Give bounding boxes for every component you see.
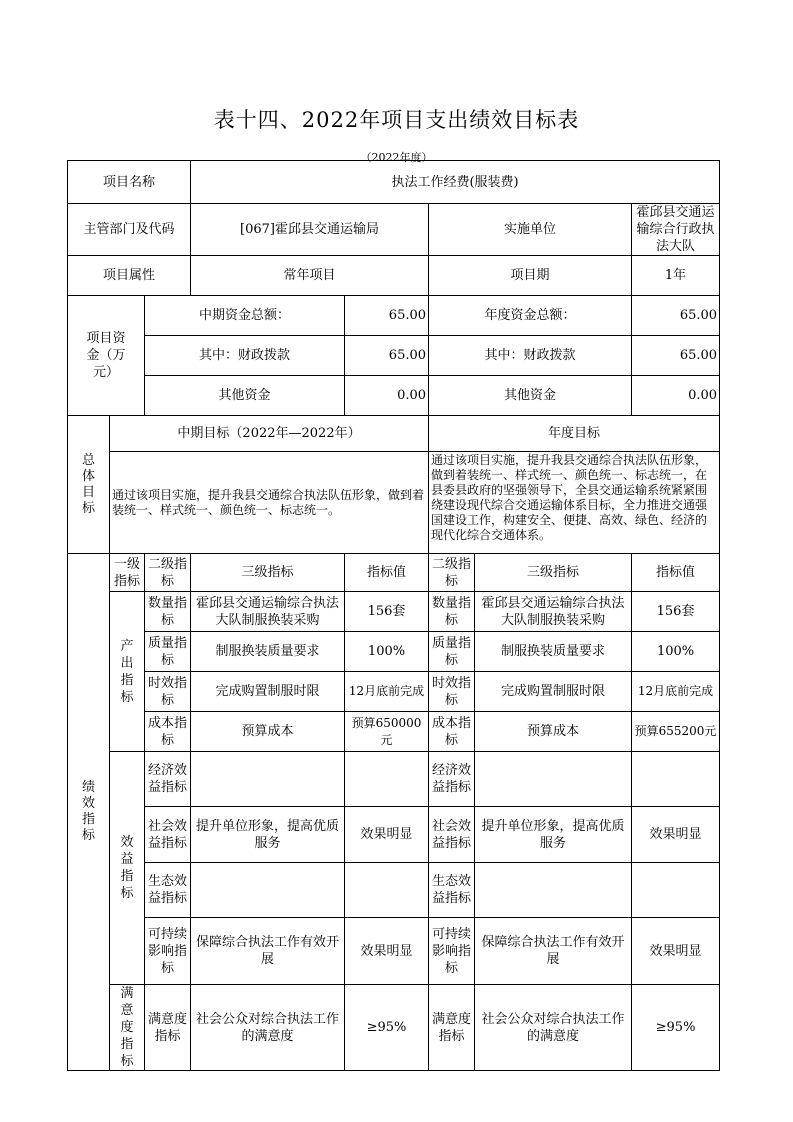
table-row-l3: 提升单位形象，提高优质服务 <box>475 807 632 863</box>
table-row-l3: 完成购置制服时限 <box>191 672 345 712</box>
table-row-l2: 满意度指标 <box>145 985 191 1071</box>
table-row-l2: 生态效益指标 <box>429 863 475 918</box>
table-row-l3: 保障综合执法工作有效开展 <box>191 918 345 985</box>
perf-label: 绩效指标 <box>68 554 110 1071</box>
table-row-value: 效果明显 <box>632 807 720 863</box>
table-row-l2: 经济效益指标 <box>145 752 191 807</box>
table-row-l3 <box>191 752 345 807</box>
table-row-value <box>632 752 720 807</box>
table-row-l3: 制服换装质量要求 <box>475 632 632 672</box>
year-label: （2022年度） <box>360 151 433 164</box>
table-row-value: 12月底前完成 <box>345 672 429 712</box>
table-row-l3: 提升单位形象，提高优质服务 <box>191 807 345 863</box>
table-row-l3: 社会公众对综合执法工作的满意度 <box>475 985 632 1071</box>
table-row-l2: 社会效益指标 <box>429 807 475 863</box>
table-row-l2: 成本指标 <box>429 712 475 752</box>
table-row-value: 156套 <box>632 592 720 632</box>
table-row-value <box>345 752 429 807</box>
funds-label: 项目资金（万元） <box>68 296 145 416</box>
table-row-l3 <box>475 863 632 918</box>
table-row-l2: 时效指标 <box>429 672 475 712</box>
table-row-value: 效果明显 <box>345 918 429 985</box>
project-name-label: 项目名称 <box>68 161 191 204</box>
table-row-value: 预算655200元 <box>632 712 720 752</box>
dept-value: [067]霍邱县交通运输局 <box>191 204 429 256</box>
year-other-label: 其他资金 <box>429 376 632 416</box>
mid-fiscal-value: 65.00 <box>345 336 429 376</box>
table-row-value: ≥95% <box>345 985 429 1071</box>
year-fiscal-label: 其中：财政拨款 <box>429 336 632 376</box>
header-value-mid: 指标值 <box>345 554 429 592</box>
table-row-value: 12月底前完成 <box>632 672 720 712</box>
table-row-l3: 制服换装质量要求 <box>191 632 345 672</box>
table-row-l3: 预算成本 <box>191 712 345 752</box>
performance-table <box>67 160 720 1071</box>
header-value-year: 指标值 <box>632 554 720 592</box>
header-level3-year: 三级指标 <box>475 554 632 592</box>
period-label: 项目期 <box>429 256 632 296</box>
table-row-value: ≥95% <box>632 985 720 1071</box>
table-row-l2: 质量指标 <box>429 632 475 672</box>
table-row-value: 100% <box>345 632 429 672</box>
header-level1: 一级指标 <box>110 554 145 592</box>
table-row-l3: 完成购置制服时限 <box>475 672 632 712</box>
benefit-label: 效益指标 <box>110 752 145 985</box>
goal-label: 总体目标 <box>68 416 110 554</box>
attr-value: 常年项目 <box>191 256 429 296</box>
table-row-l3: 霍邱县交通运输综合执法大队制服换装采购 <box>475 592 632 632</box>
table-row-value <box>345 863 429 918</box>
header-level2-mid: 二级指标 <box>145 554 191 592</box>
table-row-l2: 时效指标 <box>145 672 191 712</box>
mid-other-value: 0.00 <box>345 376 429 416</box>
table-row-l2: 数量指标 <box>429 592 475 632</box>
year-total-value: 65.00 <box>632 296 720 336</box>
year-goal-text: 通过该项目实施，提升我县交通综合执法队伍形象，做到着装统一、样式统一、颜色统一、标志统一，在县委县政府的坚强领导下，全县交通运输系统紧紧围绕建设现代综合交通运输体系目标，全力推进交通强国建设工作，构建安全、便捷、高效、绿色、经济的现代化综合交通体系。 <box>429 452 720 554</box>
table-row-l3: 霍邱县交通运输综合执法大队制服换装采购 <box>191 592 345 632</box>
year-goal-header: 年度目标 <box>429 416 720 452</box>
mid-total-value: 65.00 <box>345 296 429 336</box>
table-row-l3: 保障综合执法工作有效开展 <box>475 918 632 985</box>
header-level2-year: 二级指标 <box>429 554 475 592</box>
period-value: 1年 <box>632 256 720 296</box>
satisfaction-label: 满意度指标 <box>110 985 145 1071</box>
table-row-value: 156套 <box>345 592 429 632</box>
table-row-l2: 满意度指标 <box>429 985 475 1071</box>
mid-other-label: 其他资金 <box>145 376 345 416</box>
mid-goal-text: 通过该项目实施，提升我县交通综合执法队伍形象，做到着装统一、样式统一、颜色统一、标志统一。 <box>110 452 429 554</box>
table-row-l3 <box>191 863 345 918</box>
impl-unit-label: 实施单位 <box>429 204 632 256</box>
mid-total-label: 中期资金总额： <box>145 296 345 336</box>
mid-fiscal-label: 其中：财政拨款 <box>145 336 345 376</box>
table-row-l2: 社会效益指标 <box>145 807 191 863</box>
table-row-l2: 质量指标 <box>145 632 191 672</box>
table-row-value <box>632 863 720 918</box>
table-row-l2: 生态效益指标 <box>145 863 191 918</box>
table-row-value: 预算650000元 <box>345 712 429 752</box>
mid-goal-header: 中期目标（2022年—2022年） <box>110 416 429 452</box>
impl-unit-value: 霍邱县交通运输综合行政执法大队 <box>632 204 720 256</box>
year-fiscal-value: 65.00 <box>632 336 720 376</box>
table-row-l2: 可持续影响指标 <box>429 918 475 985</box>
table-row-value: 效果明显 <box>345 807 429 863</box>
project-name-value: 执法工作经费(服装费) <box>191 161 720 204</box>
dept-label: 主管部门及代码 <box>68 204 191 256</box>
table-row-l3 <box>475 752 632 807</box>
table-row-l2: 成本指标 <box>145 712 191 752</box>
year-other-value: 0.00 <box>632 376 720 416</box>
header-level3-mid: 三级指标 <box>191 554 345 592</box>
table-row-l2: 数量指标 <box>145 592 191 632</box>
page-title: 表十四、2022年项目支出绩效目标表 <box>213 108 580 132</box>
table-row-value: 效果明显 <box>632 918 720 985</box>
table-row-l2: 可持续影响指标 <box>145 918 191 985</box>
year-total-label: 年度资金总额： <box>429 296 632 336</box>
output-label: 产出指标 <box>110 592 145 752</box>
attr-label: 项目属性 <box>68 256 191 296</box>
table-row-l2: 经济效益指标 <box>429 752 475 807</box>
table-row-l3: 预算成本 <box>475 712 632 752</box>
table-row-l3: 社会公众对综合执法工作的满意度 <box>191 985 345 1071</box>
table-row-value: 100% <box>632 632 720 672</box>
